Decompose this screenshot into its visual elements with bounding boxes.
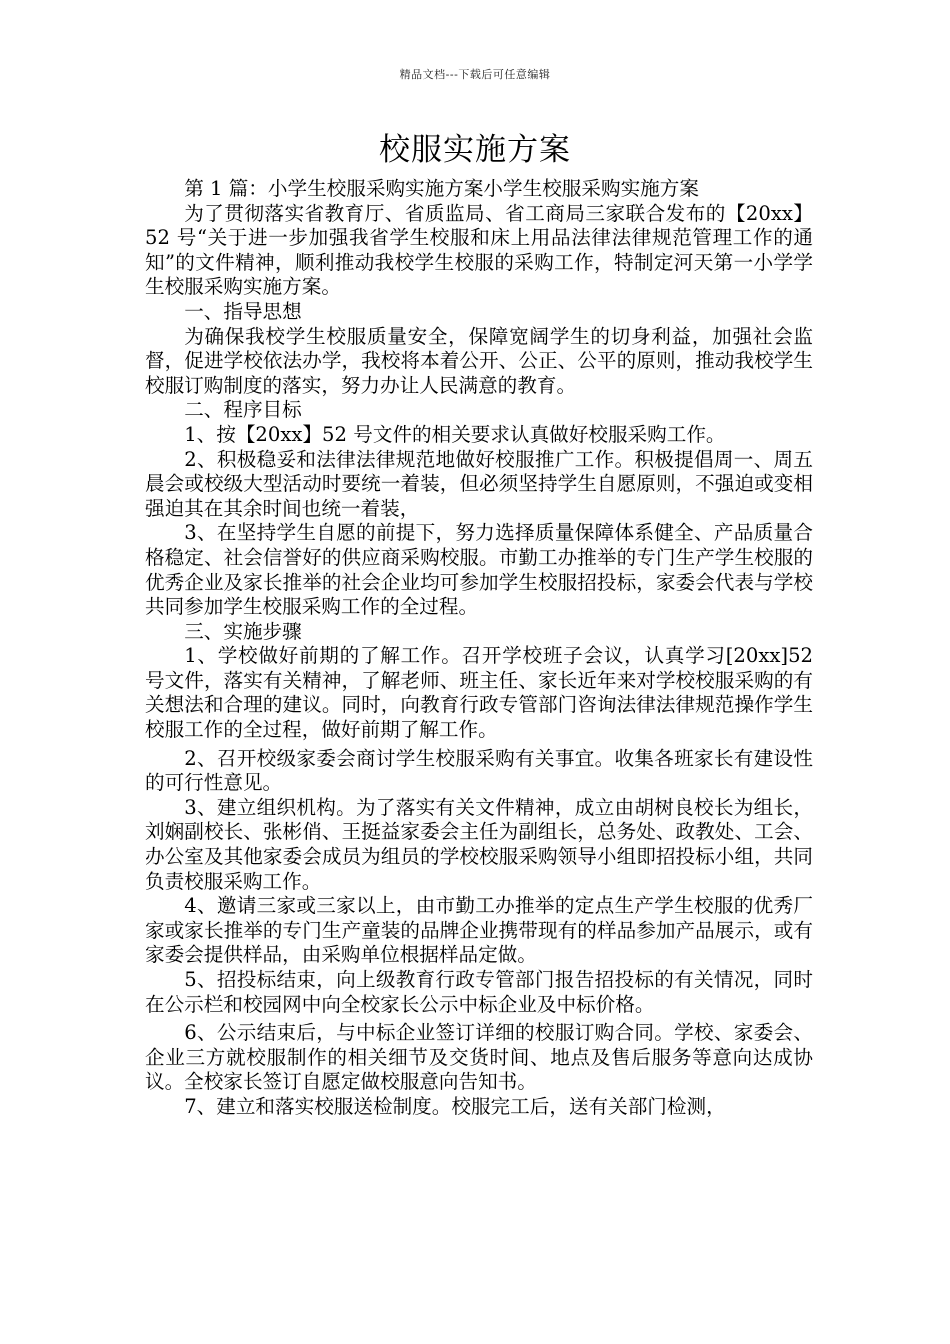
goal-item-1: 1、按【20xx】52 号文件的相关要求认真做好校服采购工作。 (184, 422, 726, 446)
guiding-ideas-paragraph: 为确保我校学生校服质量安全，保障宽阔学生的切身利益，加强社会监督，促进学校依法办学，我校将本着公开、公正、公平的原则，推动我校学生校服订购制度的落实，努力办让人民满意的教育。 (145, 324, 813, 397)
step-item-3: 3、建立组织机构。为了落实有关文件精神，成立由胡树良校长为组长，刘娴副校长、张彬俏、王挺益家委会主任为副组长，总务处、政教处、工会、办公室及其他家委会成员为组员的学校校服采购领导小组即招投标小组，共同负责校服采购工作。 (145, 795, 813, 893)
goal-item-2: 2、积极稳妥和法律法律规范地做好校服推广工作。积极提倡周一、周五晨会或校级大型活动时要统一着装，但必须坚持学生自愿原则，不强迫或变相强迫其在其余时间也统一着装， (145, 447, 813, 520)
step-item-5: 5、招投标结束，向上级教育行政专管部门报告招投标的有关情况，同时在公示栏和校园网中向全校家长公示中标企业及中标价格。 (145, 968, 813, 1016)
chapter-heading: 第 1 篇：小学生校服采购实施方案小学生校服采购实施方案 (184, 177, 699, 200)
step-item-7: 7、建立和落实校服送检制度。校服完工后，送有关部门检测， (184, 1094, 726, 1118)
section-heading-implementation-steps: 三、实施步骤 (184, 619, 302, 643)
page-header-note: 精品文档---下载后可任意编辑 (399, 68, 551, 81)
document-body (145, 177, 813, 1120)
intro-paragraph: 为了贯彻落实省教育厅、省质监局、省工商局三家联合发布的【20xx】52 号“关于进一步加强我省学生校服和床上用品法律法律规范管理工作的通知”的文件精神，顺利推动我校学生校服的采购工作，特制定河天第一小学学生校服采购实施方案。 (145, 201, 813, 299)
section-heading-program-goals: 二、程序目标 (184, 398, 302, 422)
document-title: 校服实施方案 (379, 132, 571, 168)
step-item-1: 1、学校做好前期的了解工作。召开学校班子会议，认真学习[20xx]52 号文件，落实有关精神，了解老师、班主任、家长近年来对学校校服采购的有关想法和合理的建议。同时，向教育行政专管部门咨询法律法律规范操作学生校服工作的全过程，做好前期了解工作。 (145, 644, 813, 742)
goal-item-3: 3、在坚持学生自愿的前提下，努力选择质量保障体系健全、产品质量合格稳定、社会信誉好的供应商采购校服。市勤工办推举的专门生产学生校服的优秀企业及家长推举的社会企业均可参加学生校服招投标，家委会代表与学校共同参加学生校服采购工作的全过程。 (145, 521, 813, 619)
section-heading-guiding-ideas: 一、指导思想 (184, 299, 302, 323)
step-item-6: 6、公示结束后，与中标企业签订详细的校服订购合同。学校、家委会、企业三方就校服制作的相关细节及交货时间、地点及售后服务等意向达成协议。全校家长签订自愿定做校服意向告知书。 (145, 1021, 813, 1094)
step-item-4: 4、邀请三家或三家以上，由市勤工办推举的定点生产学生校服的优秀厂家或家长推举的专门生产童装的品牌企业携带现有的样品参加产品展示，或有家委会提供样品，由采购单位根据样品定做。 (145, 894, 813, 967)
step-item-2: 2、召开校级家委会商讨学生校服采购有关事宜。收集各班家长有建设性的可行性意见。 (145, 746, 813, 795)
